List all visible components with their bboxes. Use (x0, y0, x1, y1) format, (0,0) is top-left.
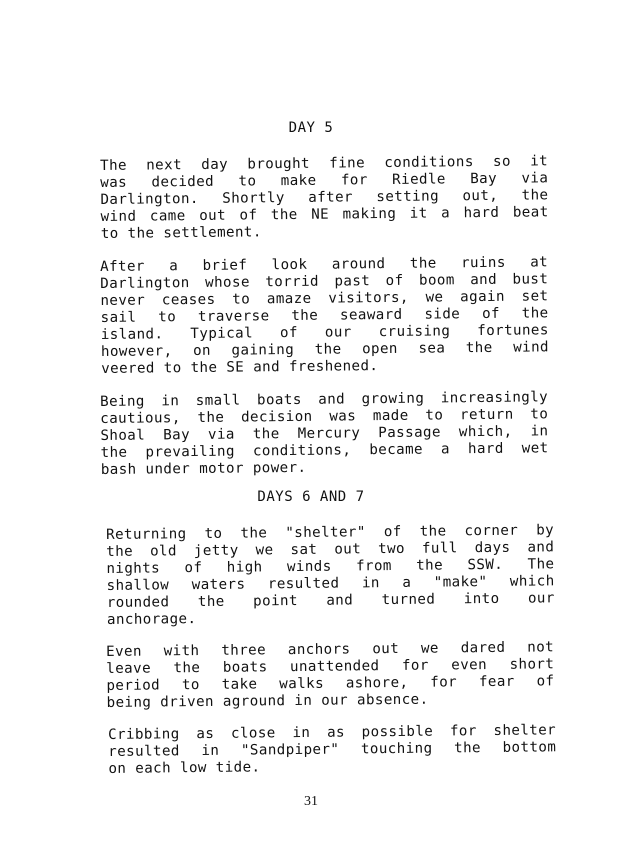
text-line: period to take walks ashore, for fear of (106, 673, 555, 694)
text-line: bash under motor power. (100, 459, 307, 478)
text-line: After a brief look around the ruins at (100, 254, 549, 275)
text-line: Cribbing as close in as possible for shelter (108, 722, 557, 743)
paragraph-2 (100, 254, 549, 378)
paragraph-3 (100, 389, 549, 479)
day-5-heading: DAY 5 (288, 120, 334, 136)
text-line: resulted in "Sandpiper" touching the bottom (108, 739, 557, 760)
text-line: Shoal Bay via the Mercury Passage which, in (100, 423, 549, 444)
text-line: anchorage. (106, 611, 197, 628)
text-line: veered to the SE and freshened. (101, 358, 379, 377)
paragraph-1 (100, 153, 549, 243)
days-6-and-7-heading: DAYS 6 AND 7 (257, 489, 365, 505)
text-line: nights of high winds from the SSW. The (106, 556, 555, 577)
text-line: leave the boats unattended for even short (106, 656, 555, 677)
text-line: however, on gaining the open sea the wind (100, 339, 550, 360)
text-line: to the settlement. (100, 224, 262, 242)
paragraph-4 (106, 522, 555, 629)
text-line: the prevailing conditions, became a hard wet (100, 440, 549, 461)
text-line: never ceases to amaze visitors, we again set (100, 288, 549, 309)
text-line: was decided to make for Riedle Bay via (100, 170, 549, 191)
text-line: sail to traverse the seaward side of the (100, 305, 549, 326)
text-line: being driven aground in our absence. (106, 691, 429, 711)
text-line: Even with three anchors out we dared not (106, 639, 555, 660)
page-number: 31 (304, 794, 318, 809)
text-line: wind came out of the NE making it a hard beat (100, 204, 549, 225)
text-line: Returning to the "shelter" of the corner by (106, 522, 555, 543)
paragraph-5 (106, 639, 555, 712)
paragraph-6 (108, 722, 557, 778)
text-line: cautious, the decision was made to return to (100, 406, 549, 427)
text-line: rounded the point and turned into our (106, 590, 555, 611)
text-line: island. Typical of our cruising fortunes (100, 322, 549, 343)
text-line: the old jetty we sat out two full days and (106, 539, 555, 560)
text-line: The next day brought fine conditions so it (100, 153, 549, 174)
text-line: shallow waters resulted in a "make" which (106, 573, 555, 594)
text-line: Being in small boats and growing increasingly (100, 389, 549, 410)
text-line: Darlington. Shortly after setting out, the (100, 187, 549, 208)
text-line: on each low tide. (108, 759, 261, 777)
text-line: Darlington whose torrid past of boom and bust (100, 271, 549, 292)
